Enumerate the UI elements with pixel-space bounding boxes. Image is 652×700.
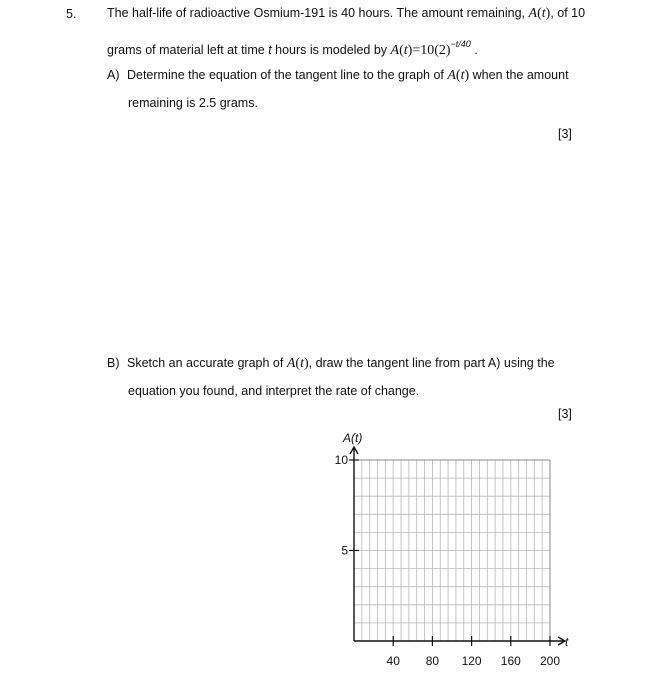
y-tick-label: 10 <box>334 453 348 467</box>
x-tick-label: 80 <box>425 654 440 668</box>
part-a-label: A) <box>107 68 120 82</box>
part-a-text-end: when the amount <box>472 68 569 82</box>
part-a-text: Determine the equation of the tangent line to the graph of <box>126 68 444 82</box>
part-b-text: Sketch an accurate graph of <box>126 356 284 370</box>
model-equation: =10(2) <box>412 43 451 58</box>
model-function-variable: t <box>403 43 408 58</box>
function-name: A <box>528 6 538 21</box>
part-b-text-end: , draw the tangent line from part A) using the <box>308 356 555 370</box>
part-a-line1: A) Determine the equation of the tangent line to the graph of A(t) when the amount <box>107 68 569 83</box>
x-tick-label: 40 <box>386 654 400 668</box>
intro-text: The half-life of radioactive Osmium-191 is 40 hours. The amount remaining, <box>107 6 526 20</box>
intro-text-end: , of 10 <box>550 6 586 20</box>
model-exponent: −t/40 <box>450 39 471 49</box>
time-variable: t <box>268 43 272 57</box>
question-intro-line: The half-life of radioactive Osmium-191 is 40 hours. The amount remaining, A(t), of 10 <box>107 6 586 21</box>
axes <box>349 447 565 646</box>
part-b-line1: B) Sketch an accurate graph of A(t), draw the tangent line from part A) using the <box>107 356 555 371</box>
part-a-line2: remaining is 2.5 grams. <box>128 96 258 110</box>
grid-lines <box>354 460 550 641</box>
x-axis-label: t <box>565 635 569 649</box>
part-b-line2: equation you found, and interpret the rate of change. <box>128 384 420 398</box>
model-function-name: A <box>390 43 400 58</box>
x-tick-label: 200 <box>539 654 561 668</box>
part-a-function-name: A <box>447 68 456 83</box>
model-text-start: grams of material left at time <box>107 43 265 57</box>
question-model-line: grams of material left at time t hours is modeled by $A(t)=10(2)^{-t/40}$ . <box>107 39 478 58</box>
part-a-function-variable: t <box>460 68 465 83</box>
model-text-mid: hours is modeled by <box>275 43 388 57</box>
x-tick-label: 120 <box>461 654 482 668</box>
function-variable: t <box>541 6 546 21</box>
question-number: 5. <box>66 7 77 21</box>
part-a-marks: [3] <box>558 127 572 141</box>
y-tick-label: 5 <box>341 543 348 558</box>
part-b-function-name: A <box>286 356 296 371</box>
part-b-label: B) <box>107 356 120 370</box>
x-tick-label: 160 <box>500 654 521 668</box>
y-axis-label: A(t) <box>343 431 363 445</box>
part-b-function-variable: t <box>300 356 304 371</box>
model-period: . <box>474 43 478 57</box>
part-b-marks: [3] <box>558 407 572 421</box>
